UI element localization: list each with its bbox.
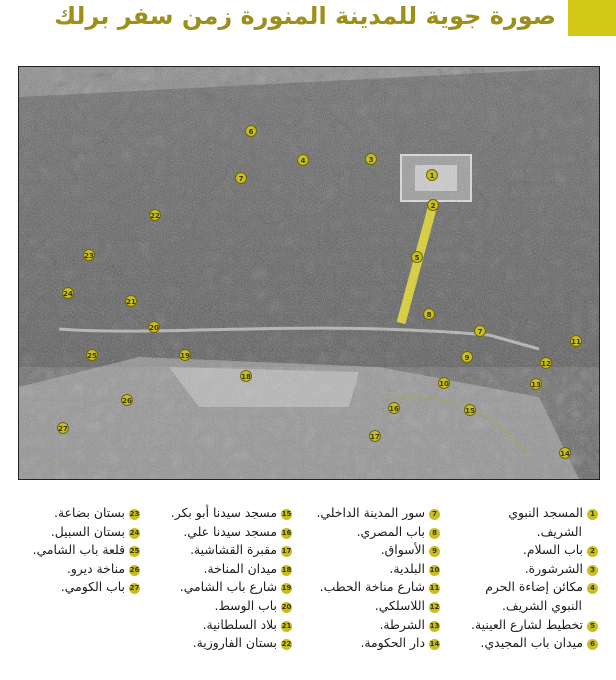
aerial-photo	[18, 66, 600, 480]
legend-item: 24بستان السبيل.	[50, 523, 140, 539]
legend-item: 7سور المدينة الداخلي.	[316, 504, 440, 523]
legend-item: 9الأسواق.	[316, 541, 440, 560]
legend-item: 13الشرطة.	[379, 616, 440, 632]
aerial-photo-graphic	[19, 67, 599, 479]
legend-item: 5تخطيط لشارع العينية.	[471, 616, 598, 635]
legend-item: 18ميدان المناخة.	[203, 560, 292, 576]
map-marker-21: 21	[125, 295, 137, 307]
legend-item: 12اللاسلكي.	[374, 597, 440, 613]
map-marker-8: 8	[423, 308, 435, 320]
map-marker-9: 9	[461, 351, 473, 363]
map-marker-16: 16	[388, 402, 400, 414]
legend-item: 27باب الكومي.	[60, 579, 140, 595]
map-marker-22: 22	[149, 209, 161, 221]
legend-item: 26مناخة ديرو.	[66, 560, 140, 576]
map-marker-18: 18	[240, 370, 252, 382]
map-marker-24: 24	[62, 287, 74, 299]
map-marker-6: 6	[245, 125, 257, 137]
map-marker-3: 3	[365, 153, 377, 165]
map-marker-17: 17	[369, 430, 381, 442]
legend-item: 1المسجد النبوي	[471, 504, 598, 523]
legend-item: 17مقبرة القشاشية.	[190, 542, 292, 558]
map-legend	[20, 504, 598, 674]
map-marker-19: 19	[179, 349, 191, 361]
map-marker-5: 5	[411, 251, 423, 263]
legend-item: 10البلدية.	[389, 560, 440, 576]
legend-item-continued: الشريف.	[536, 523, 582, 539]
map-marker-20: 20	[148, 321, 160, 333]
legend-item: 16مسجد سيدنا علي.	[183, 523, 292, 539]
legend-item: 14دار الحكومة.	[360, 635, 440, 651]
map-marker-14: 14	[559, 447, 571, 459]
legend-item: 19شارع باب الشامي.	[179, 579, 292, 595]
legend-column-3	[171, 504, 292, 653]
map-marker-25: 25	[86, 349, 98, 361]
legend-item-continued: النبوي الشريف.	[501, 597, 582, 613]
legend-item: 4مكائن إضاءة الحرم	[471, 578, 598, 597]
legend-column-4	[33, 504, 140, 597]
map-marker-4: 4	[297, 154, 309, 166]
accent-tab	[568, 0, 616, 36]
map-marker-13: 13	[530, 378, 542, 390]
page-title: صورة جوية للمدينة المنورة زمن سفر برلك	[54, 2, 556, 30]
map-marker-26: 26	[121, 394, 133, 406]
legend-item: 20باب الوسط.	[214, 597, 292, 613]
legend-item: 8باب المصري.	[316, 523, 440, 542]
legend-item: 21بلاد السلطانية.	[202, 616, 292, 632]
map-marker-12: 12	[540, 357, 552, 369]
legend-item: 11شارع مناخة الحطب.	[319, 579, 440, 595]
legend-column-1	[471, 504, 598, 653]
legend-item: 6ميدان باب المجيدي.	[471, 634, 598, 653]
legend-item: 2باب السلام.	[471, 541, 598, 560]
legend-item: 15مسجد سيدنا أبو بكر.	[170, 505, 292, 520]
title-bar	[0, 0, 616, 44]
map-marker-1: 1	[426, 169, 438, 181]
map-marker-7b: 7	[474, 325, 486, 337]
legend-item: 22بستان الفاروزية.	[192, 635, 292, 651]
legend-item: 25قلعة باب الشامي.	[32, 542, 140, 558]
map-marker-11: 11	[570, 335, 582, 347]
legend-item: 23بستان بضاعة.	[54, 505, 140, 520]
map-marker-10: 10	[438, 377, 450, 389]
legend-item: 3الشرشورة.	[471, 560, 598, 579]
legend-column-2	[316, 504, 440, 653]
map-marker-2: 2	[427, 199, 439, 211]
map-marker-7a: 7	[235, 172, 247, 184]
map-marker-23: 23	[83, 249, 95, 261]
map-marker-15: 15	[464, 404, 476, 416]
map-marker-27: 27	[57, 422, 69, 434]
